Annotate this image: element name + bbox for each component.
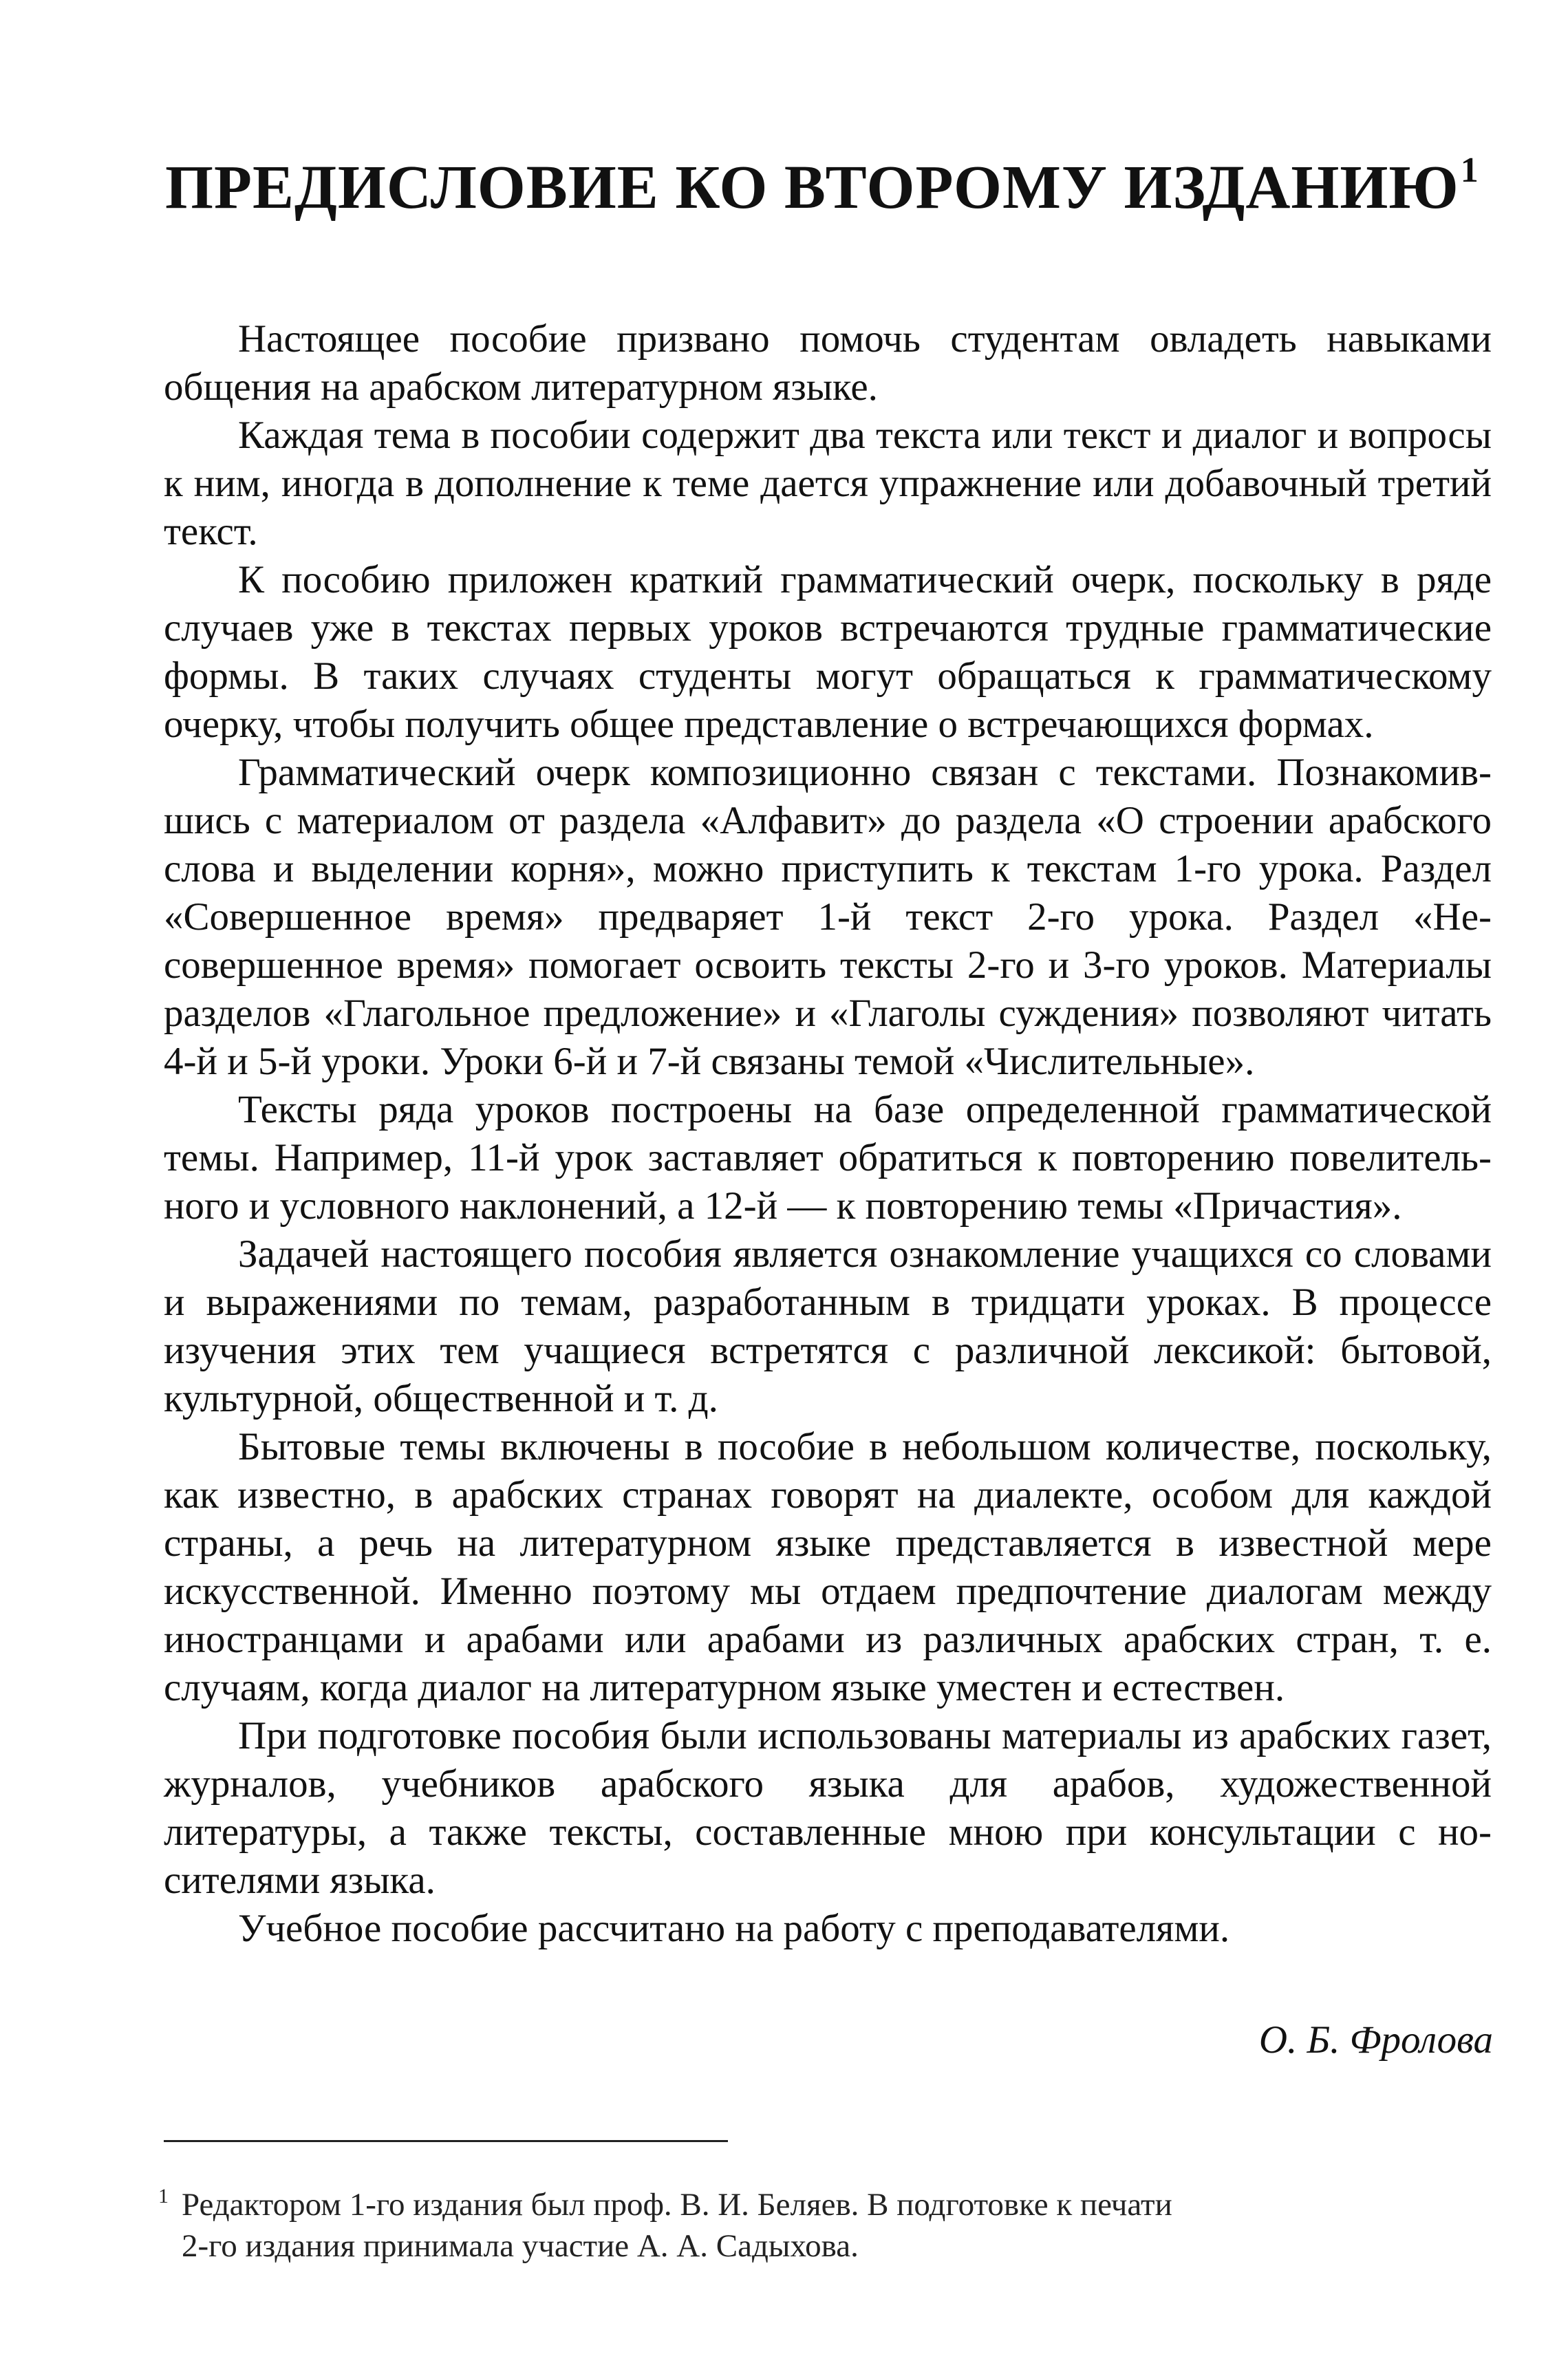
paragraph: Настоящее пособие призвано помочь студентам овладеть навыками общения на арабском литературном языке. <box>164 317 1492 409</box>
paragraph: При подготовке пособия были использованы материалы из арабских газет, журналов, учебников арабского языка для арабов, художественной литературы, а также тексты, составленные мною при консультации с носителями языка. <box>164 1714 1492 1902</box>
paragraph: Учебное пособие рассчитано на работу с преподавателями. <box>238 1907 1230 1950</box>
paragraph: Грамматический очерк композиционно связан с текстами. Познакомившись с материалом от раздела «Алфавит» до раздела «О строении арабского слова и выделении корня», можно приступить к текстам 1-го урока. Раздел «Совершенное время» предваряет 1-й текст 2-го урока. Раздел «Несовершенное время» помогает освоить тексты 2-го и 3-го уроков. Материалы разделов «Глагольное предложение» и «Глаголы суждения» позволяют читать 4-й и 5-й уроки. Уроки 6-й и 7-й связаны темой «Числительные». <box>164 751 1492 1083</box>
author-signature: О. Б. Фролова <box>1258 2018 1493 2062</box>
title-text: ПРЕДИСЛОВИЕ КО ВТОРОМУ ИЗДАНИЮ <box>165 153 1459 222</box>
footnote <box>158 2176 1507 2267</box>
title-footnote-marker: 1 <box>1460 151 1479 190</box>
paragraph: К пособию приложен краткий грамматический очерк, поскольку в ряде случаев уже в текстах первых уроков встречаются трудные грамматические формы. В таких случаях студенты могут обращаться к грамматическому очерку, чтобы получить общее представление о встречающихся формах. <box>164 558 1492 746</box>
page-title <box>165 151 1479 222</box>
paragraph: Задачей настоящего пособия является ознакомление учащихся со словами и выражениями по темам, разработанным в тридцати уроках. В процессе изучения этих тем учащиеся встретятся с различной лексикой: бытовой, культурной, общественной и т. д. <box>164 1232 1492 1420</box>
paragraph: Тексты ряда уроков построены на базе определенной грамматической темы. Например, 11-й урок заставляет обратиться к повторению повелительного и условного наклонений, а 12-й — к повторению темы «Причастия». <box>164 1088 1492 1228</box>
footnote-line-2: 2-го издания принимала участие А. А. Садыхова. <box>182 2228 859 2264</box>
footnote-marker: 1 <box>158 2185 169 2207</box>
paragraph: Каждая тема в пособии содержит два текста или текст и диалог и вопросы к ним, иногда в дополнение к теме дается упражнение или добавочный третий текст. <box>164 414 1492 553</box>
preface-body <box>164 315 1492 1953</box>
paragraph: Бытовые темы включены в пособие в небольшом количестве, поскольку, как известно, в арабских странах говорят на диалекте, особом для каждой страны, а речь на литературном языке представляется в известной мере искусственной. Именно поэтому мы отдаем предпочтение диалогам между иностранцами и арабами или арабами из различных арабских стран, т. е. случаям, когда диалог на литературном языке уместен и естествен. <box>164 1425 1492 1709</box>
footnote-line-1: Редактором 1-го издания был проф. В. И. Беляев. В подготовке к печати <box>182 2187 1172 2223</box>
footnote-divider <box>164 2140 728 2142</box>
